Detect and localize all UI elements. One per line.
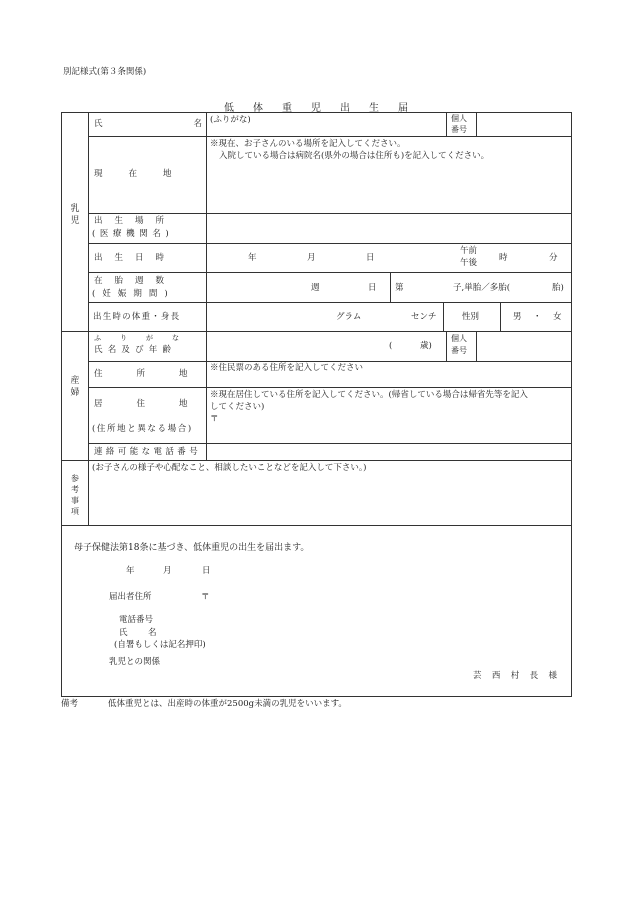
applicant-address-label: 届出者住所 <box>109 592 152 602</box>
residence-note2: してください) <box>210 402 265 412</box>
birthplace-field[interactable] <box>208 215 570 241</box>
mother-personal-no-label2: 番号 <box>451 346 467 355</box>
gestation-sub: (妊娠期間) <box>92 289 175 299</box>
pm-label: 午後 <box>460 258 478 268</box>
infant-section-label: 乳児 <box>70 204 80 226</box>
birth-minute-unit: 分 <box>549 253 558 263</box>
title-char: 重 <box>282 103 292 114</box>
title-char: 体 <box>253 103 263 114</box>
phone-field[interactable] <box>208 445 570 458</box>
section-divider <box>88 112 89 525</box>
sex-female-option[interactable]: 女 <box>553 312 562 322</box>
notes-hint: (お子さんの様子や心配なこと、相談したいことなどを記入して下さい。) <box>92 463 367 473</box>
weight-label: 出生時の体重・身長 <box>93 312 181 322</box>
addressee-char: 様 <box>548 671 557 681</box>
addressee-char: 長 <box>529 671 539 681</box>
residence-postal-mark: 〒 <box>210 414 219 424</box>
mother-address-note: ※住民票のある住所を記入してください <box>210 363 364 373</box>
birth-month-unit: 月 <box>307 253 316 263</box>
relation-label: 乳児との関係 <box>109 657 161 667</box>
applicant-postal-mark: 〒 <box>201 592 210 602</box>
infant-furigana-hint: (ふりがな) <box>210 115 251 125</box>
mother-address-label: 住所地 <box>94 369 222 379</box>
notes-section-label: 参考事項 <box>71 474 79 516</box>
declaration-statement: 母子保健法第18条に基づき、低体重児の出生を届出ます。 <box>74 543 310 553</box>
sex-label: 性別 <box>462 312 480 322</box>
birth-hour-unit: 時 <box>499 253 508 263</box>
gestation-label: 在胎週数 <box>94 276 177 286</box>
applicant-name-label2: 名 <box>148 628 157 638</box>
infant-address-note2: 入院している場合は病院名(県外の場合は住所も)を記入してください。 <box>219 151 490 161</box>
addressee-char: 芸 <box>473 671 482 681</box>
addressee-char: 西 <box>491 671 501 681</box>
title-char: 低 <box>224 103 234 114</box>
decl-month-unit: 月 <box>163 566 172 576</box>
infant-address-label: 現在地 <box>94 169 198 179</box>
mother-personal-no-label: 個人 <box>451 334 467 343</box>
am-label: 午前 <box>460 246 478 256</box>
infant-personal-no-label: 個人 <box>451 114 467 123</box>
age-open: ( <box>389 341 393 351</box>
birthplace-sub: (医療機関名) <box>92 229 174 239</box>
form-header: 別記様式(第３条関係) <box>63 67 147 77</box>
birth-order-prefix: 第 <box>395 283 404 293</box>
birthplace-label: 出生場所 <box>94 216 177 226</box>
addressee <box>473 671 557 682</box>
decl-day-unit: 日 <box>202 566 211 576</box>
sex-male-option[interactable]: 男 <box>513 312 522 322</box>
infant-personal-no-field[interactable] <box>478 114 570 134</box>
infant-address-note1: ※現在、お子さんのいる場所を記入してください。 <box>210 139 406 149</box>
gestation-day-unit: 日 <box>368 283 377 293</box>
applicant-phone-label: 電話番号 <box>119 615 154 625</box>
residence-note1: ※現在居住している住所を記入してください。(帰省している場合は帰省先等を記入 <box>210 390 528 400</box>
residence-label: 居住地 <box>94 399 222 409</box>
mother-personal-no-field[interactable] <box>478 333 570 359</box>
title-char: 児 <box>311 103 321 114</box>
births-count-unit: 胎) <box>552 283 564 293</box>
title-char: 出 <box>340 103 350 114</box>
birth-multiplicity: 子,単胎／多胎( <box>453 283 511 293</box>
addressee-char: 村 <box>510 671 520 681</box>
birthdate-label: 出生日時 <box>94 253 177 263</box>
residence-sub: (住所地と異なる場合) <box>92 424 193 434</box>
mother-section-label: 産婦 <box>70 376 80 398</box>
applicant-name-label: 氏 <box>119 628 128 638</box>
footer-text: 低体重児とは、出産時の体重が2500g未満の乳児をいいます。 <box>108 699 347 709</box>
decl-year-unit: 年 <box>126 566 135 576</box>
birth-year-unit: 年 <box>248 253 257 263</box>
mother-name-age-label: 氏名及び年齢 <box>94 345 177 355</box>
seal-note: (自署もしくは記名押印) <box>114 640 206 650</box>
notes-field[interactable] <box>90 476 570 523</box>
infant-name-label-text2: 名 <box>193 119 202 129</box>
gestation-week-unit: 週 <box>311 283 320 293</box>
infant-name-label <box>94 119 202 130</box>
phone-label: 連絡可能な電話番号 <box>94 447 202 457</box>
height-unit: センチ <box>411 312 437 322</box>
weight-unit: グラム <box>336 312 362 322</box>
title-char: 届 <box>398 103 408 114</box>
infant-name-label-text: 氏 <box>94 119 103 129</box>
title-char: 生 <box>369 103 379 114</box>
age-unit: 歳) <box>420 341 432 351</box>
sex-separator: ・ <box>533 312 542 322</box>
birth-day-unit: 日 <box>366 253 375 263</box>
mother-furigana-label: ふりがな <box>94 334 198 342</box>
footer-label: 備考 <box>61 699 79 709</box>
infant-personal-no-label2: 番号 <box>451 125 467 134</box>
